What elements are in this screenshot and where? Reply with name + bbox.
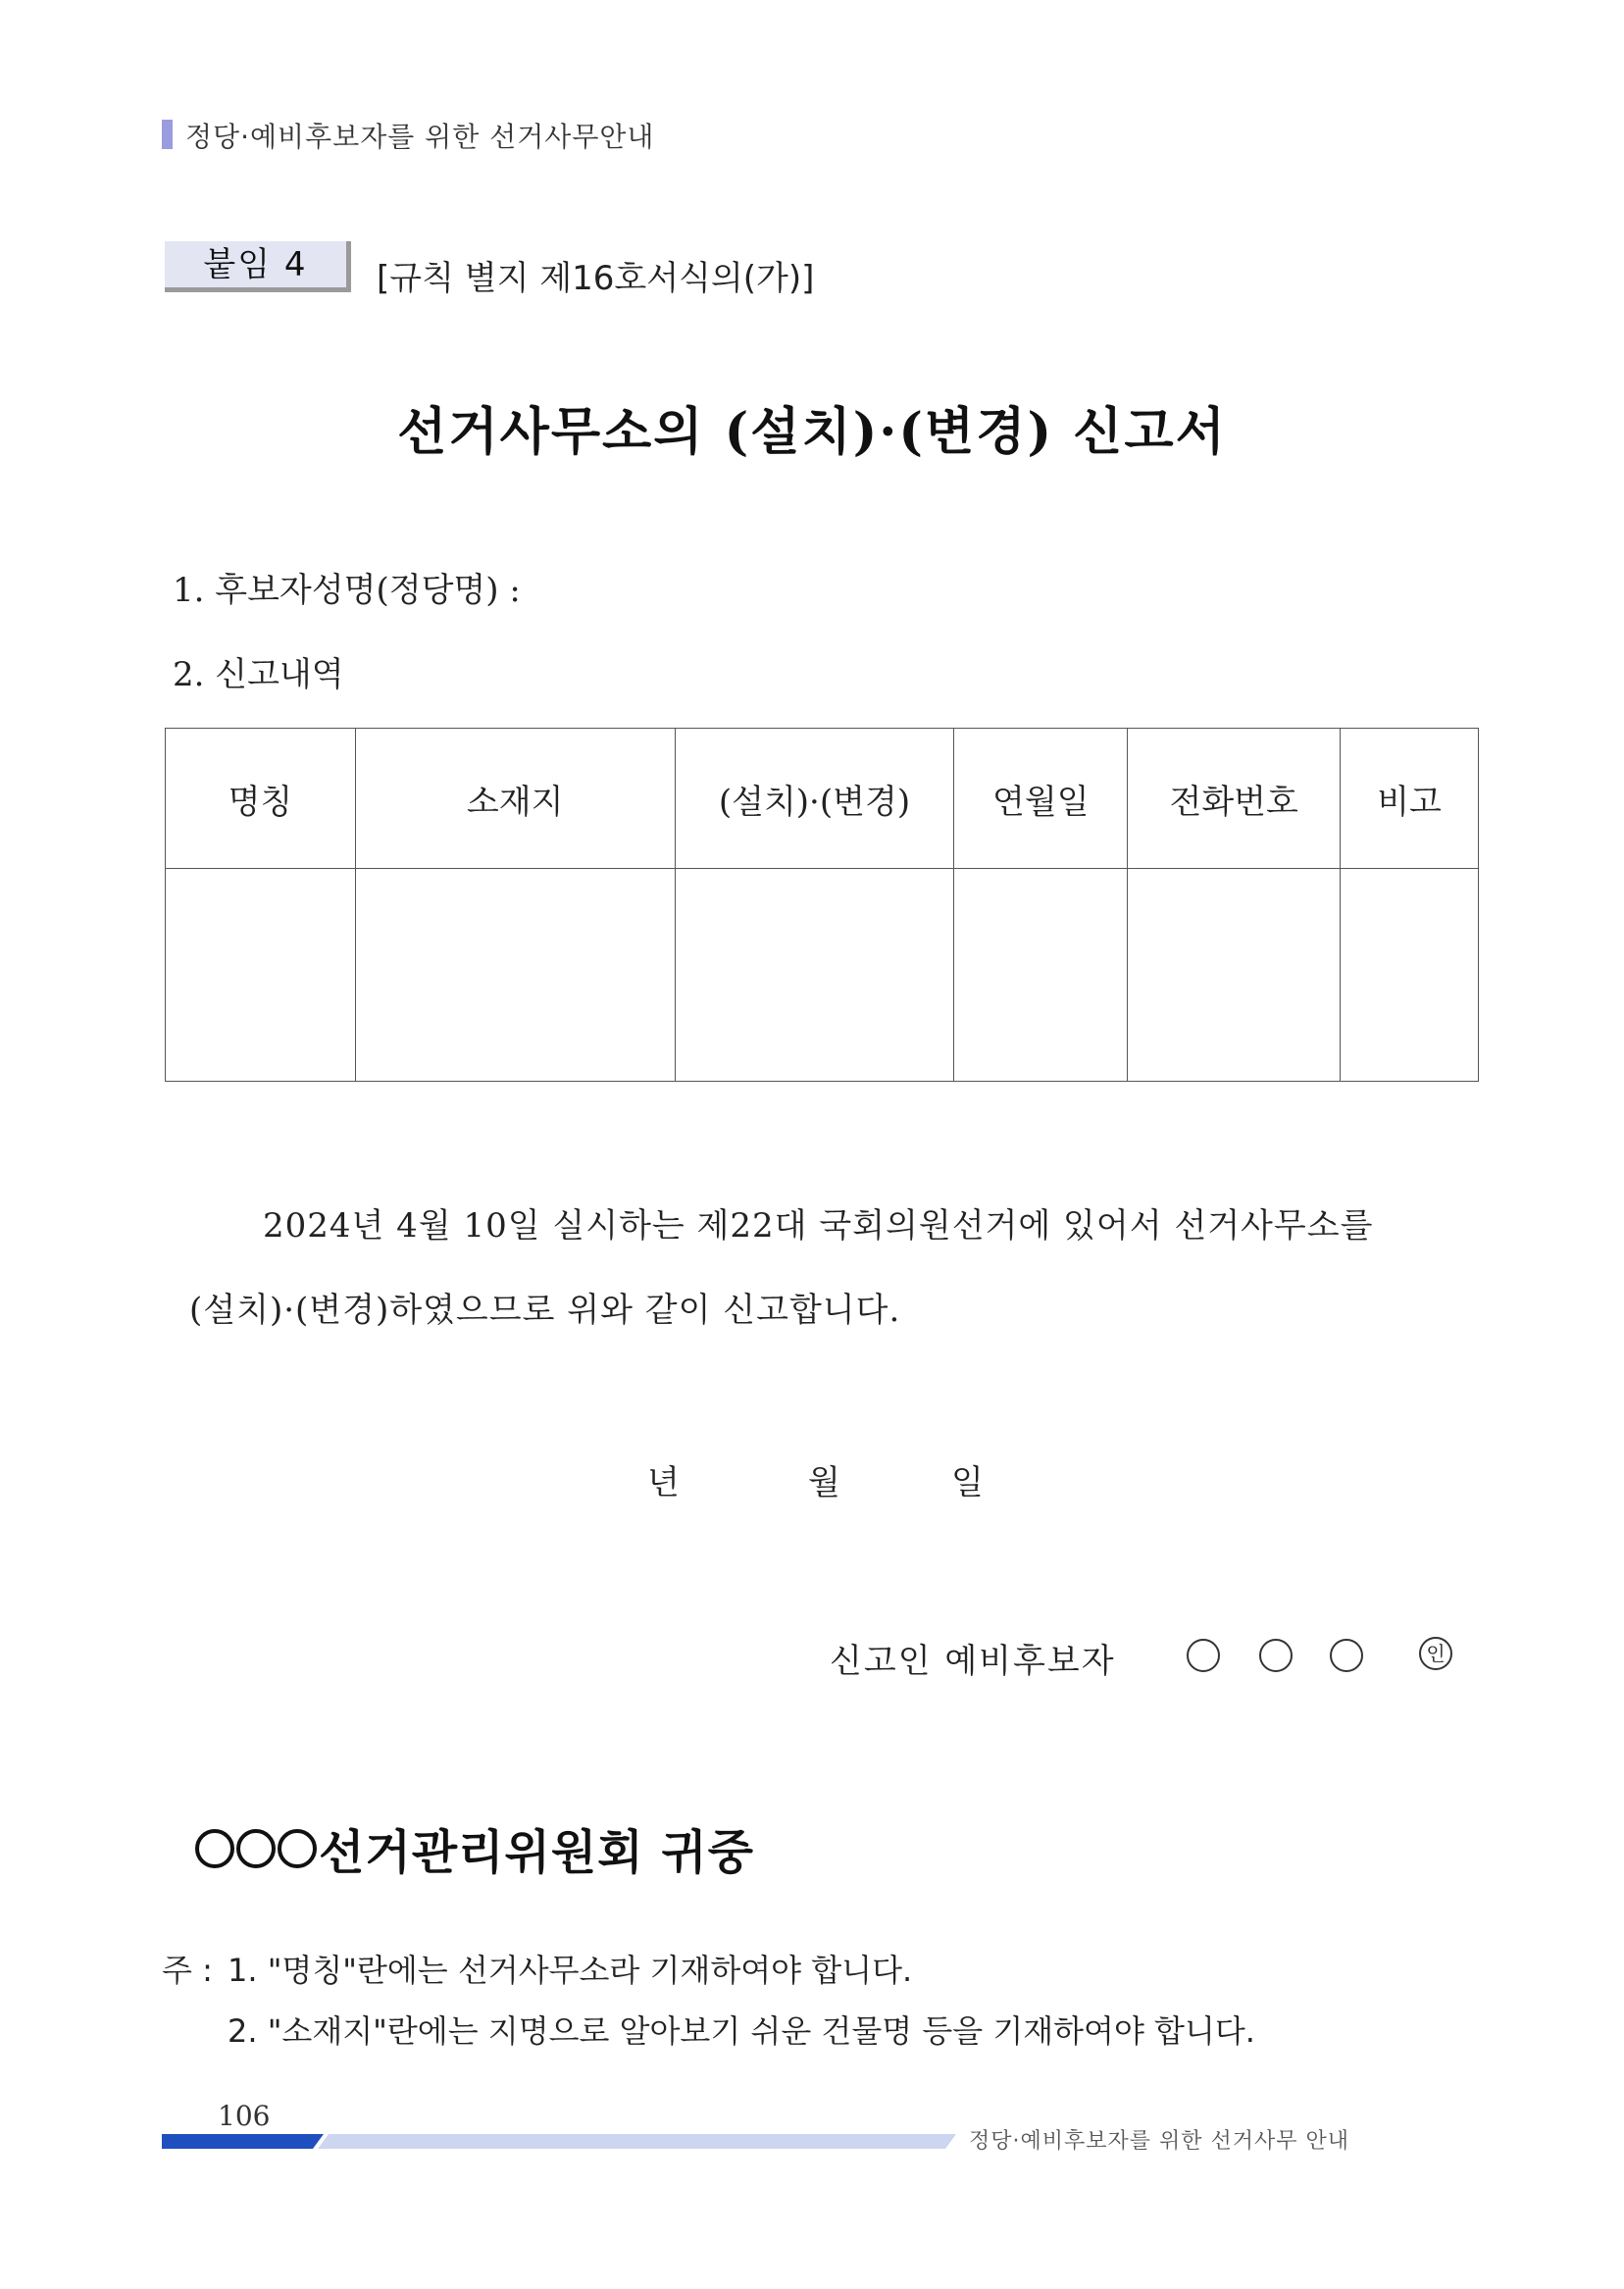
header-accent-bar: [162, 120, 173, 149]
cell-date[interactable]: [954, 869, 1128, 1082]
statement-line-1: 2024년 4월 10일 실시하는 제22대 국회의원선거에 있어서 선거사무소를: [263, 1206, 1374, 1246]
column-header-install-change: (설치)·(변경): [675, 729, 954, 869]
form-reference: [규칙 별지 제16호서식의(가)]: [377, 259, 815, 298]
name-placeholder-circle-icon: [1187, 1639, 1220, 1672]
notes-prefix: 주 :: [162, 1952, 213, 1989]
cell-remarks[interactable]: [1341, 869, 1479, 1082]
note-item: 1. "명칭"란에는 선거사무소라 기재하여야 합니다.: [228, 1952, 913, 1989]
date-day-label: 일: [951, 1463, 984, 1502]
cell-name[interactable]: [166, 869, 356, 1082]
table-header-row: [166, 729, 1479, 869]
document-title: 선거사무소의 (설치)·(변경) 신고서: [397, 402, 1227, 462]
addressee-suffix: 선거관리위원회 귀중: [319, 1825, 755, 1880]
placeholder-circle-icon: [195, 1829, 234, 1868]
column-header-address: 소재지: [355, 729, 675, 869]
cell-phone[interactable]: [1128, 869, 1341, 1082]
statement-line-2: (설치)·(변경)하였으므로 위와 같이 신고합니다.: [189, 1291, 901, 1330]
report-details-heading: 2. 신고내역: [173, 655, 344, 694]
note-item: 2. "소재지"란에는 지명으로 알아보기 쉬운 건물명 등을 기재하여야 합니다.: [228, 2012, 1255, 2050]
cell-install-change[interactable]: [675, 869, 954, 1082]
seal-mark: 인: [1419, 1637, 1452, 1670]
table-row: [166, 869, 1479, 1082]
placeholder-circle-icon: [236, 1829, 276, 1868]
attachment-label: 붙임 4: [165, 241, 351, 292]
running-header: 정당·예비후보자를 위한 선거사무안내: [185, 121, 655, 153]
candidate-name-field: 1. 후보자성명(정당명) :: [173, 571, 521, 610]
column-header-remarks: 비고: [1341, 729, 1479, 869]
date-month-label: 월: [808, 1463, 840, 1502]
name-placeholder-circle-icon: [1330, 1639, 1363, 1672]
column-header-date: 연월일: [954, 729, 1128, 869]
column-header-phone: 전화번호: [1128, 729, 1341, 869]
cell-address[interactable]: [355, 869, 675, 1082]
addressee: [195, 1814, 754, 1882]
page-number: 106: [218, 2100, 271, 2132]
placeholder-circle-icon: [278, 1829, 317, 1868]
date-year-label: 년: [647, 1463, 680, 1502]
footer-stripe: [162, 2134, 956, 2149]
report-table: [165, 728, 1479, 1082]
name-placeholder-circle-icon: [1259, 1639, 1293, 1672]
footer-running-title: 정당·예비후보자를 위한 선거사무 안내: [969, 2129, 1350, 2154]
reporter-label: 신고인 예비후보자: [830, 1642, 1116, 1681]
column-header-name: 명칭: [166, 729, 356, 869]
footer-stripe-light: [318, 2134, 956, 2149]
footer-stripe-dark: [162, 2134, 324, 2149]
